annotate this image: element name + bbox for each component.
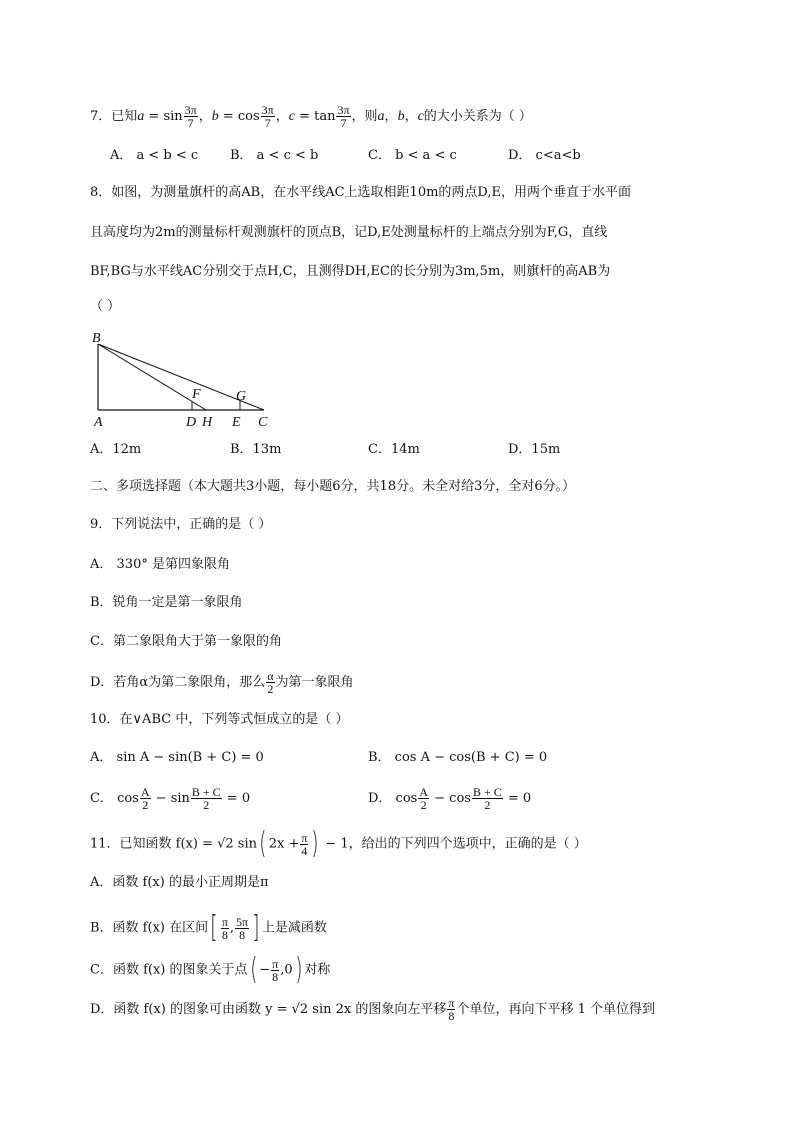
q8-figure [86,330,286,430]
q9-option-b: B．锐角一定是第一象限角 [90,595,243,610]
fraction: $\frac{A}{2}$ [140,785,150,812]
fraction: $\frac{A}{2}$ [419,785,429,812]
q7-stem: 7．已知a = sin $\frac{3\pi}{7}$ ，b = cos $\frac{3\pi}{7}$ ，c = tan $\frac{3\pi}{7}$ ，则a，b，c的大小关系为（ ） [90,103,532,130]
label-g: G [236,389,247,404]
fraction: $\frac{\pi}{8}$ [448,996,455,1023]
label-d: D [186,415,197,430]
q11-stem: 11．已知函数 f(x) = √2 sin( 2x + $\frac{\pi}{4}$ ) − 1，给出的下列四个选项中，正确的是（ ） [90,826,587,861]
label-e: E [232,415,241,430]
q7-option-d: D． c<a<b [508,148,581,163]
q9-option-d: D．若角α为第二象限角，那么 $\frac{\alpha}{2}$ 为第一象限角 [90,669,354,696]
q10-option-a: A． sin A − sin(B + C) = 0 [90,750,264,765]
q7-option-c: C． b < a < c [368,148,457,163]
q10-option-b: B． cos A − cos(B + C) = 0 [368,750,548,765]
q9-stem: 9．下列说法中，正确的是（ ） [90,517,272,532]
label-b: B [92,331,101,346]
label-h: H [202,415,213,430]
q8-line-4: （ ） [90,299,121,314]
q11-option-c: C．函数 f(x) 的图象关于点( − $\frac{\pi}{8}$ ,0) 对称 [90,952,331,987]
fraction: $\frac{\pi}{4}$ [301,830,308,858]
q11-option-b: B．函数 f(x) 在区间[ $\frac{\pi}{8}$ , $\frac{5\pi}{8}$ ] 上是减函数 [90,910,327,945]
q8-line-1: 8．如图，为测量旗杆的高AB，在水平线AC上选取相距10m的两点D,E，用两个垂直于水平面 [90,185,631,200]
q7-option-b: B． a < c < b [230,148,319,163]
q11-option-d: D．函数 f(x) 的图象可由函数 y = √2 sin 2x 的图象向左平移 $\frac{\pi}{8}$ 个单位，再向下平移 1 个单位得到 [90,996,655,1023]
fraction: $\frac{B + C}{2}$ [472,785,502,812]
section-2-heading: 二、多项选择题（本大题共3小题，每小题6分，共18分。未全对给3分，全对6分。） [90,479,576,494]
q8-option-c: C．14m [368,442,420,457]
line-bh [98,344,206,410]
q8-option-a: A．12m [90,442,142,457]
q8-option-d: D．15m [508,442,561,457]
fraction: $\frac{3\pi}{7}$ [261,103,274,130]
q7-option-a: A． a < b < c [110,148,199,163]
fraction: $\frac{\pi}{8}$ [272,956,279,984]
q8-option-b: B．13m [230,442,282,457]
q9-option-a: A． 330° 是第四象限角 [90,557,230,572]
fraction: $\frac{3\pi}{7}$ [337,103,350,130]
label-a: A [94,415,103,430]
q10-stem: 10．在∨ABC 中，下列等式恒成立的是（ ） [90,712,349,727]
q10-option-c: C． cos $\frac{A}{2}$ − sin $\frac{B + C}{2}$ = 0 [90,785,251,812]
fraction: $\frac{B + C}{2}$ [191,785,221,812]
fraction: $\frac{\pi}{8}$ [221,914,228,942]
q8-line-2: 且高度均为2m的测量标杆观测旗杆的顶点B，记D,E处测量标杆的上端点分别为F,G，直线 [90,225,608,240]
fraction: $\frac{\alpha}{2}$ [267,669,274,696]
q11-option-a: A．函数 f(x) 的最小正周期是π [90,875,269,890]
label-c: C [258,415,268,430]
fraction: $\frac{3\pi}{7}$ [184,103,197,130]
label-f: F [192,387,201,402]
q10-option-d: D． cos $\frac{A}{2}$ − cos $\frac{B + C}{2}$ = 0 [368,785,532,812]
q8-line-3: BF,BG与水平线AC分别交于点H,C，且测得DH,EC的长分别为3m,5m，则旗杆的高AB为 [90,264,611,279]
q9-option-c: C．第二象限角大于第一象限的角 [90,634,282,649]
fraction: $\frac{5\pi}{8}$ [236,914,249,942]
